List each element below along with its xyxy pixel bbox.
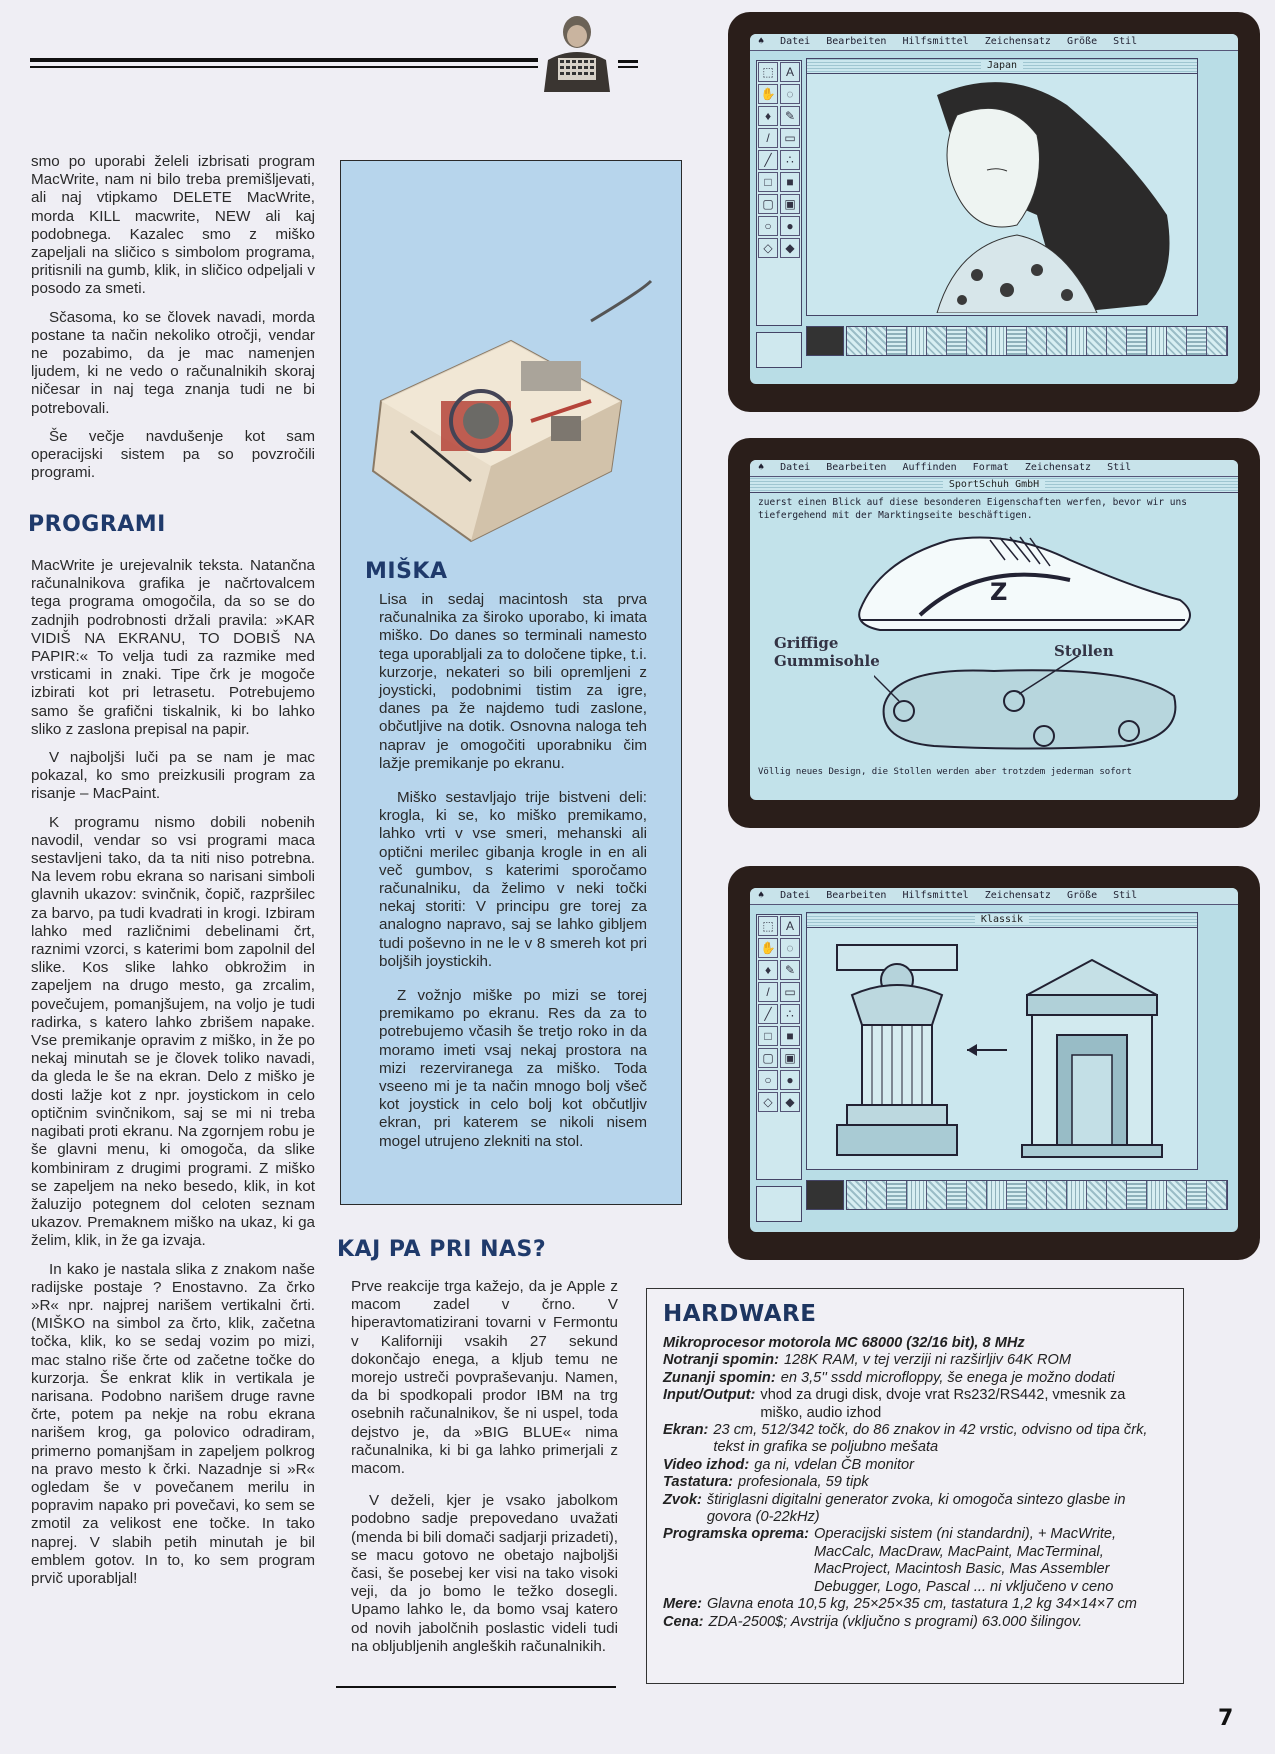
select-icon[interactable]: ⬚ bbox=[758, 916, 778, 936]
spec-label: Cena: bbox=[663, 1613, 704, 1630]
macwrite-screen-sportschuh bbox=[728, 438, 1260, 828]
spec-row bbox=[663, 1370, 1168, 1387]
menu-item[interactable]: Zeichensatz bbox=[984, 36, 1051, 47]
menu-item[interactable]: Größe bbox=[1066, 890, 1098, 901]
spec-value: profesionala, 59 tipk bbox=[738, 1474, 869, 1491]
poly-icon[interactable]: ◇ bbox=[758, 1092, 778, 1112]
current-pattern bbox=[806, 1180, 844, 1210]
menu-item[interactable]: Auffinden bbox=[902, 462, 957, 473]
eraser-icon[interactable]: ▭ bbox=[780, 982, 800, 1002]
tool-palette bbox=[756, 60, 802, 326]
rect-fill-icon[interactable]: ■ bbox=[780, 172, 800, 192]
spec-label: Mere: bbox=[663, 1596, 702, 1613]
line-width-palette bbox=[756, 332, 802, 368]
author-photo bbox=[538, 8, 616, 92]
spec-value: 128K RAM, v tej verziji ni razširljiv 64K ROM bbox=[783, 1352, 1072, 1369]
classical-column-drawing bbox=[827, 935, 1177, 1163]
menu-item[interactable]: Bearbeiten bbox=[826, 36, 887, 47]
apple-icon[interactable]: ♠ bbox=[758, 890, 765, 901]
paragraph: V deželi, kjer je vsako jabolkom podobno sadje prepovedano uvažati (menda bi bili domači sadjarji prizadeti), se macu gotovo ne obetajo najboljši časi, še posebej ker visi na tako visoki veji, da jo bomo le težko dosegli. Upamo lahko le, da bomo vsaj katero od novih jabolčnih poslastic videli tudi na obljubljenih angleških računalnikih. bbox=[351, 1492, 618, 1655]
hardware-box bbox=[646, 1288, 1184, 1684]
round-fill-icon[interactable]: ▣ bbox=[780, 194, 800, 214]
header-rule-thin bbox=[30, 66, 538, 68]
label-griffige: Griffige bbox=[774, 634, 839, 652]
hardware-title: HARDWARE bbox=[663, 1301, 817, 1327]
spec-row bbox=[663, 1457, 1168, 1474]
paragraph: Prve reakcije trga kažejo, da je Apple z macom zadel v črno. V hiperavtomatizirani tovarni v Fermontu v Kaliforniji vsakih 27 sekund dokončajo enega, a kljub temu ne morejo ustreči povpraševanju. Namen, da bi spodkopali prodor IBM na trg osebnih računalnikov, še ni uspel, toda dejstvo je, da »BIG BLUE« nima računalnika, ki bi ga lahko primerjali z macom. bbox=[351, 1278, 618, 1478]
column-1-programi bbox=[31, 557, 315, 1598]
spec-value: Operacijski sistem (ni standardni), + MacWrite, MacCalc, MacDraw, MacPaint, MacTerminal, MacProject, Macintosh Basic, Mas Assembler Debugger, Logo, Pascal ... ni vključeno v ceno bbox=[814, 1526, 1117, 1595]
mouse-illustration bbox=[361, 251, 661, 551]
spec-row bbox=[663, 1387, 1168, 1422]
spec-value: ZDA-2500$; Avstrija (vključno s programi) 63.000 šilingov. bbox=[708, 1613, 1083, 1630]
spec-label: Zvok: bbox=[663, 1491, 702, 1508]
hand-icon[interactable]: ✋ bbox=[758, 84, 778, 104]
select-icon[interactable]: ⬚ bbox=[758, 62, 778, 82]
header-rule-short2 bbox=[618, 66, 638, 68]
menu-item[interactable]: Stil bbox=[1113, 36, 1138, 47]
spec-row bbox=[663, 1352, 1168, 1369]
eraser-icon[interactable]: ▭ bbox=[780, 128, 800, 148]
macpaint-screen-klassik bbox=[728, 866, 1260, 1260]
menu-item[interactable]: Datei bbox=[780, 890, 811, 901]
kaj-text bbox=[351, 1278, 618, 1666]
window-title: SportSchuh GmbH bbox=[943, 479, 1045, 490]
paragraph: V najboljši luči pa se nam je mac pokazal, ko smo preizkusili program za risanje – MacPaint. bbox=[31, 749, 315, 803]
label-stollen: Stollen bbox=[1054, 642, 1114, 660]
spray-icon[interactable]: ∴ bbox=[780, 150, 800, 170]
spec-value: 23 cm, 512/342 točk, do 86 znakov in 42 vrstic, odvisno od tipa črk, tekst in grafika se poljubno mešata bbox=[713, 1422, 1148, 1456]
paragraph: Miško sestavljajo trije bistveni deli: krogla, ki se, ko miško premikamo, lahko vrti v vse smeri, mehanski ali optični merilec gibanja krogle in en ali več gumbov, s katerimi sporočamo računalniku, da želimo v neki točki nekaj storiti: V principu gre torej za analogno napravo, saj se lahko gibljem tudi poševno in ne le v 8 smereh kot pri boljših joystickih. bbox=[379, 789, 647, 970]
lasso-icon[interactable]: ◌ bbox=[780, 938, 800, 958]
pencil-icon[interactable]: ✎ bbox=[780, 106, 800, 126]
spec-label: Zunanji spomin: bbox=[663, 1369, 776, 1386]
menu-item[interactable]: Zeichensatz bbox=[1024, 462, 1092, 473]
spec-label: Ekran: bbox=[663, 1422, 709, 1439]
menu-item[interactable]: Größe bbox=[1066, 36, 1098, 47]
paragraph: K programu nismo dobili nobenih navodil, vendar so vsi programi maca sestavljeni tako, da ta niti niso potrebna. Na levem robu ekrana so narisani simboli glavnih ukazov: svinčnik, čopič, razpršilec za barvo, pa tudi kvadrati in krogi. Izbiram lahko med različnimi debelinami črt, raznimi vzorci, s katerimi bom zapolnil del slike. Kos slike lahko obkrožim in zapeljem na drugo mesto, ga zrcalim, povečujem, pomanjšujem, na voljo je tudi radirka, s katero lahko zbrišem napake. Vse premikanje opravim z miško, in že po nekaj minutah se je človek toliko navadi, da gleda le še na ekran. Delo z miško je dosti lažje kot z npr. joystickom in celo optičnim svinčnikom, saj se mi ni treba nagibati proti ekranu. Na zgornjem robu je še glavni menu, ki omogoča, da slike kombiniram z drugimi programi. Z miško se zapeljem na neko besedo, klik, in kot žaluzijo potegnem dol celoten seznam ukazov. Premaknem miško na ukaz, ki ga želim, klik, in že ga izvaja. bbox=[31, 813, 315, 1250]
menu-item[interactable]: Format bbox=[972, 462, 1009, 473]
pencil-icon[interactable]: ✎ bbox=[780, 960, 800, 980]
spec-label: Programska oprema: bbox=[663, 1526, 809, 1543]
screen-display bbox=[750, 460, 1238, 800]
spec-label: Notranji spomin: bbox=[663, 1352, 779, 1369]
spray-icon[interactable]: ∴ bbox=[780, 1004, 800, 1024]
round-fill-icon[interactable]: ▣ bbox=[780, 1048, 800, 1068]
lasso-icon[interactable]: ◌ bbox=[780, 84, 800, 104]
paragraph: Lisa in sedaj macintosh sta prva računalnika za široko uporabo, ki imata miško. Do danes so terminali namesto tega uporabljali za to določene tipke, t.i. kurzorje, nekateri so bili opremljeni z joysticki, podobnimi tistim za igre, danes pa že najdemo tudi zaslone, občutljive na dotik. Osnovna naloga teh naprav je omogočiti uporabniku čim lažje premikanje po ekranu. bbox=[379, 591, 647, 772]
hand-icon[interactable]: ✋ bbox=[758, 938, 778, 958]
round-rect-icon[interactable]: ▢ bbox=[758, 194, 778, 214]
screen-display bbox=[750, 888, 1238, 1232]
spec-row bbox=[663, 1492, 1168, 1527]
window-title: Japan bbox=[981, 60, 1023, 71]
brush-icon[interactable]: / bbox=[758, 982, 778, 1002]
document-text-top: zuerst einen Blick auf diese besonderen Eigenschaften werfen, bevor wir uns tiefergehend mit der Marktingseite beschäftigen. bbox=[758, 497, 1187, 521]
menu-item[interactable]: Datei bbox=[780, 462, 811, 473]
hardware-specs bbox=[663, 1335, 1168, 1631]
line-icon[interactable]: ╱ bbox=[758, 150, 778, 170]
rect-fill-icon[interactable]: ■ bbox=[780, 1026, 800, 1046]
spec-row bbox=[663, 1596, 1168, 1613]
apple-icon[interactable]: ♠ bbox=[758, 36, 765, 47]
miska-box bbox=[340, 160, 682, 1205]
menu-item[interactable]: Datei bbox=[780, 36, 811, 47]
brush-icon[interactable]: / bbox=[758, 128, 778, 148]
tool-palette bbox=[756, 914, 802, 1180]
paragraph: In kako je nastala slika z znakom naše radijske postaje ? Enostavno. Za črko »R« npr. najprej narišem vertikalni črti. (MIŠKO na simbol za črto, klik, začetna točka, klik, ko se sedaj vozim po mizi, mac stalno riše črte od začetne točke do kurzorja. Še enkrat klik in vertikala je narisana. Podobno narišem druge ravne črte, potem pa nekje na robu ekrana narišem krog, ga polovico odradiram, primerno pomanjšam in zapeljem polkrog na pravo mesto k črki. Nazadnje si »R« ogledam še v povečanem merilu in popravim napako pri povečavi, ko sem se zmotil za velikost ene točke. In tako naprej. V slabih petih minutah je bil emblem gotov. In to, ko sem program prvič uporabljal! bbox=[31, 1260, 315, 1587]
text-icon[interactable]: A bbox=[780, 62, 800, 82]
spec-value: ga ni, vdelan ČB monitor bbox=[754, 1456, 915, 1473]
line-icon[interactable]: ╱ bbox=[758, 1004, 778, 1024]
menu-item[interactable]: Bearbeiten bbox=[826, 462, 887, 473]
current-pattern bbox=[806, 326, 844, 356]
spec-row bbox=[663, 1474, 1168, 1491]
spec-value: vhod za drugi disk, dvoje vrat Rs232/RS442, vmesnik za miško, audio izhod bbox=[760, 1387, 1126, 1421]
poly-fill-icon[interactable]: ◆ bbox=[780, 238, 800, 258]
bucket-icon[interactable]: ♦ bbox=[758, 106, 778, 126]
menu-bar bbox=[750, 34, 1238, 51]
bucket-icon[interactable]: ♦ bbox=[758, 960, 778, 980]
spec-label: Input/Output: bbox=[663, 1387, 756, 1404]
oval-icon[interactable]: ○ bbox=[758, 1070, 778, 1090]
window-title-bar bbox=[750, 478, 1238, 493]
window-title: Klassik bbox=[975, 914, 1029, 925]
sole-drawing bbox=[874, 656, 1184, 756]
sneaker-drawing bbox=[840, 520, 1210, 640]
bottom-rule-col2 bbox=[336, 1686, 616, 1688]
paragraph: Sčasoma, ko se človek navadi, morda postane ta način nekoliko otročji, vendar ne pozabimo, da je mac namenjen ljudem, ki ne vedo o računalnikih skoraj ničesar in naj tega znanja tudi ne bi potrebovali. bbox=[31, 308, 315, 417]
spec-row bbox=[663, 1526, 1168, 1596]
window-title-bar bbox=[807, 59, 1197, 74]
spec-row bbox=[663, 1614, 1168, 1631]
text-icon[interactable]: A bbox=[780, 916, 800, 936]
japanese-woman-drawing bbox=[867, 75, 1187, 313]
poly-icon[interactable]: ◇ bbox=[758, 238, 778, 258]
rect-icon[interactable]: □ bbox=[758, 1026, 778, 1046]
spec-label: Video izhod: bbox=[663, 1456, 750, 1473]
page-number: 7 bbox=[1218, 1706, 1234, 1731]
pattern-palette[interactable] bbox=[846, 1180, 1228, 1210]
header-rule-short bbox=[618, 60, 638, 63]
menu-item[interactable]: Stil bbox=[1107, 462, 1132, 473]
section-heading-kaj: KAJ PA PRI NAS? bbox=[337, 1237, 547, 1262]
menu-item[interactable]: Stil bbox=[1113, 890, 1138, 901]
paint-window bbox=[806, 58, 1198, 316]
miska-text bbox=[379, 591, 647, 1161]
oval-fill-icon[interactable]: ● bbox=[780, 1070, 800, 1090]
rect-icon[interactable]: □ bbox=[758, 172, 778, 192]
pattern-palette[interactable] bbox=[846, 326, 1228, 356]
paragraph: smo po uporabi želeli izbrisati program MacWrite, nam ni bilo treba premišljevati, ali naj vtipkamo DELETE MacWrite, morda KILL macwrite, NEW ali kaj podobnega. Kazalec smo z miško zapeljali na sličico s simbolom programa, pritisnili na gumb, klik, in sličico odpeljali v posodo za smeti. bbox=[31, 153, 315, 298]
apple-icon[interactable]: ♠ bbox=[758, 462, 765, 473]
spec-value: en 3,5'' ssdd microfloppy, še enega je možno dodati bbox=[780, 1369, 1115, 1386]
oval-fill-icon[interactable]: ● bbox=[780, 216, 800, 236]
paragraph: Z vožnjo miške po mizi se torej premikamo po ekranu. Res da za to potrebujemo včasih še tretjo roko in da moramo imeti vsaj nekaj prostora na mizi rezerviranega za miško. Toda vseeno mi je ta način mnogo bolj všeč kot joystick in celo bolj kot občutljiv ekran, pri katerem se nikoli nisem mogel utrujeno zlekniti na stol. bbox=[379, 987, 647, 1150]
paragraph: MacWrite je urejevalnik teksta. Natančna računalnikova grafika je načrtovalcem tega programa omogočila, da so se do zadnjih podrobnosti držali pravila: »KAR VIDIŠ NA EKRANU, TO DOBIŠ NA PAPIR:« To velja tudi za razmike med vrsticami in znaki. Tipe črk je mogoče izbirati kot pri letrasetu. Potrebujemo samo še grafični tiskalnik, ki bo lahko sliko z zaslona prepisal na papir. bbox=[31, 557, 315, 738]
spec-value: Glavna enota 10,5 kg, 25×25×35 cm, tastatura 1,2 kg 34×14×7 cm bbox=[706, 1596, 1137, 1613]
section-heading-programi: PROGRAMI bbox=[28, 512, 166, 537]
document-text-bottom: Völlig neues Design, die Stollen werden aber trotzdem jederman sofort bbox=[758, 767, 1132, 777]
spec-row bbox=[663, 1422, 1168, 1457]
spec-label: Tastatura: bbox=[663, 1474, 734, 1491]
oval-icon[interactable]: ○ bbox=[758, 216, 778, 236]
menu-item[interactable]: Hilfsmittel bbox=[902, 890, 969, 901]
menu-bar bbox=[750, 888, 1238, 905]
spec-value: štiriglasni digitalni generator zvoka, ki omogoča sintezo glasbe in govora (0-22kHz) bbox=[706, 1491, 1126, 1526]
label-gummisohle: Gummisohle bbox=[774, 652, 880, 670]
macpaint-screen-japan bbox=[728, 12, 1260, 412]
window-title-bar bbox=[807, 913, 1197, 928]
column-1-intro bbox=[31, 153, 315, 492]
menu-item[interactable]: Zeichensatz bbox=[984, 890, 1051, 901]
screen-display bbox=[750, 34, 1238, 384]
svg-text:Z: Z bbox=[990, 578, 1008, 606]
paint-window bbox=[806, 912, 1198, 1170]
menu-bar bbox=[750, 460, 1238, 477]
menu-item[interactable]: Hilfsmittel bbox=[902, 36, 969, 47]
hardware-headline: Mikroprocesor motorola MC 68000 (32/16 bit), 8 MHz bbox=[663, 1335, 1025, 1351]
paragraph: Še večje navdušenje kot sam operacijski sistem pa so povzročili programi. bbox=[31, 427, 315, 482]
miska-heading: MIŠKA bbox=[365, 559, 448, 584]
menu-item[interactable]: Bearbeiten bbox=[826, 890, 887, 901]
header-rule bbox=[30, 58, 538, 62]
line-width-palette bbox=[756, 1186, 802, 1222]
round-rect-icon[interactable]: ▢ bbox=[758, 1048, 778, 1068]
poly-fill-icon[interactable]: ◆ bbox=[780, 1092, 800, 1112]
